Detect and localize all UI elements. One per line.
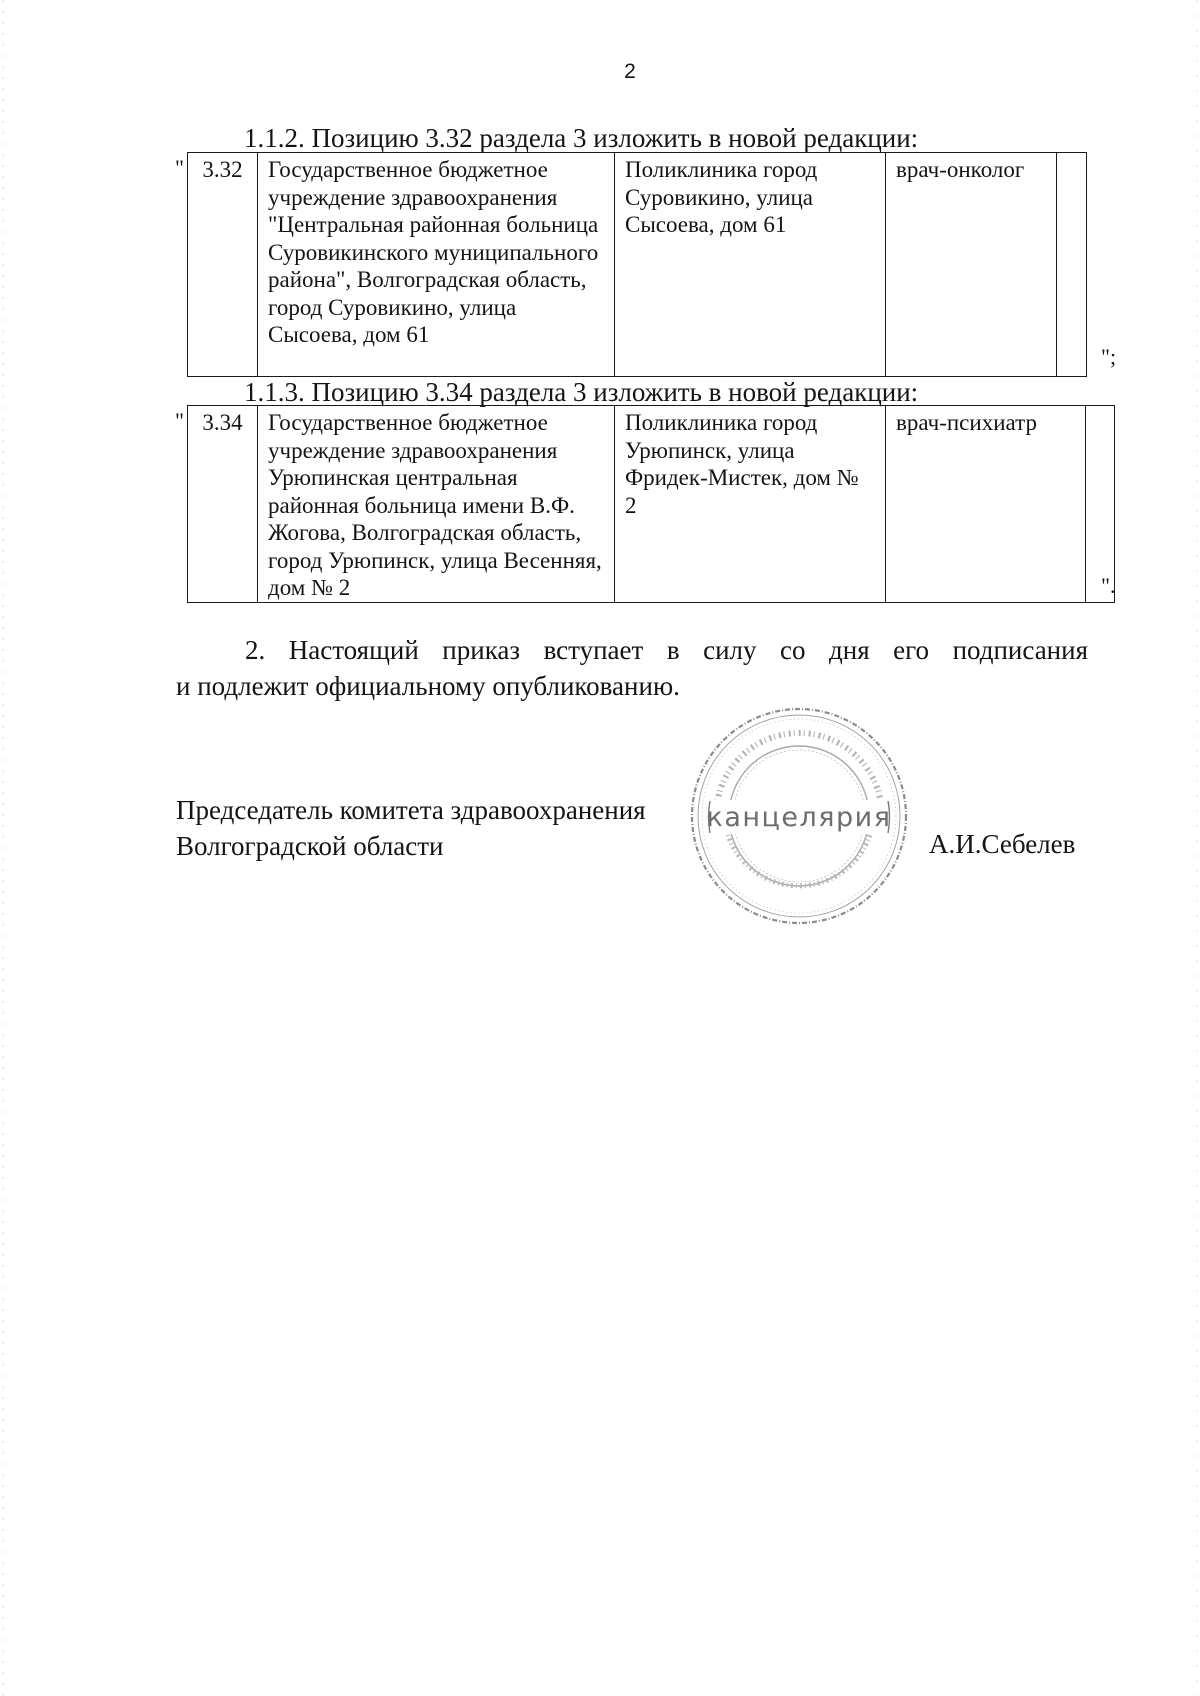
open-quote-3-34: " [175, 408, 184, 433]
section-heading-3-32: 1.1.2. Позицию 3.32 раздела 3 изложить в новой редакции: [244, 123, 919, 153]
organization-cell: Государственное бюджетное учреждение здравоохранения Урюпинская центральная районная больница имени В.Ф. Жогова, Волгоградская область, город Урюпинск, улица Весенняя, дом № 2 [258, 406, 615, 603]
position-number: 3.34 [188, 406, 258, 603]
close-quote-3-34: ". [1101, 573, 1116, 598]
clause-2-line-2: и подлежит официальному опубликованию. [176, 671, 680, 701]
stamp-seal [688, 705, 910, 927]
open-quote-3-32: " [175, 155, 184, 180]
location-cell: Поликлиника город Урюпинск, улица Фридек-Мистек, дом № 2 [615, 406, 886, 603]
section-heading-3-34: 1.1.3. Позицию 3.34 раздела 3 изложить в новой редакции: [244, 377, 919, 407]
scan-margin-right [1196, 0, 1198, 1696]
clause-2-line-1: 2. Настоящий приказ вступает в силу со дня его подписания [245, 635, 1088, 665]
close-quote-3-32: "; [1101, 344, 1117, 369]
signatory-title [176, 792, 646, 864]
clause-2-paragraph [176, 632, 1088, 704]
signatory-title-line-1: Председатель комитета здравоохранения [176, 795, 646, 825]
position-table-3-34 [187, 405, 1115, 603]
extra-cell [1057, 153, 1087, 377]
stamp-text: канцелярия [706, 802, 892, 833]
organization-cell: Государственное бюджетное учреждение здравоохранения "Центральная районная больница Суровикинского муниципального района", Волгоградская область, город Суровикино, улица Сысоева, дом 61 [258, 153, 615, 377]
position-cell: врач-онколог [886, 153, 1057, 377]
table-row [188, 153, 1087, 377]
location-cell: Поликлиника город Суровикино, улица Сысоева, дом 61 [615, 153, 886, 377]
scan-margin-left [2, 0, 4, 1696]
position-number: 3.32 [188, 153, 258, 377]
position-cell: врач-психиатр [886, 406, 1086, 603]
position-table-3-32 [187, 152, 1087, 377]
table-row [188, 406, 1115, 603]
signatory-name: А.И.Себелев [929, 829, 1076, 859]
signatory-title-line-2: Волгоградской области [176, 831, 444, 861]
page-number: 2 [624, 60, 636, 83]
